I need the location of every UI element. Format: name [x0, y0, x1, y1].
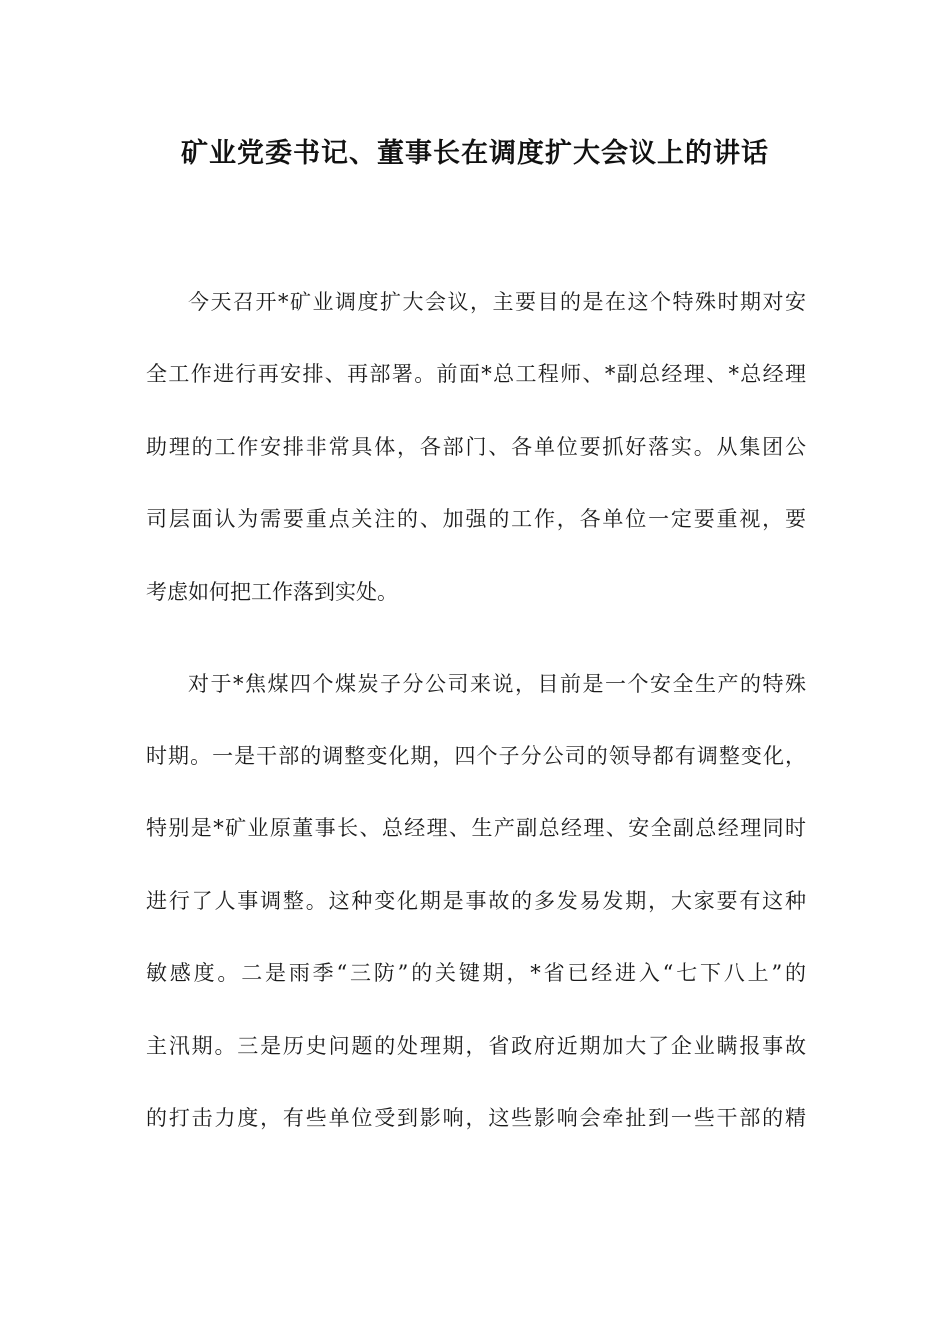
paragraph-2-line-3: 特别是*矿业原董事长、总经理、生产副总经理、安全副总经理同时 [146, 816, 806, 840]
paragraph-1-line-4: 司层面认为需要重点关注的、加强的工作，各单位一定要重视，要 [146, 507, 806, 531]
paragraph-2-line-5: 敏感度。二是雨季“三防”的关键期，*省已经进入“七下八上”的 [146, 961, 806, 985]
paragraph-1-line-5: 考虑如何把工作落到实处。 [146, 580, 398, 604]
paragraph-2-line-2: 时期。一是干部的调整变化期，四个子分公司的领导都有调整变化， [146, 744, 806, 768]
document-title: 矿业党委书记、董事长在调度扩大会议上的讲话 [181, 138, 769, 169]
paragraph-1-line-2: 全工作进行再安排、再部署。前面*总工程师、*副总经理、*总经理 [146, 362, 806, 386]
paragraph-2-line-1: 对于*焦煤四个煤炭子分公司来说，目前是一个安全生产的特殊 [188, 672, 806, 696]
paragraph-2-line-6: 主汛期。三是历史问题的处理期，省政府近期加大了企业瞒报事故 [146, 1034, 806, 1058]
paragraph-1-line-3: 助理的工作安排非常具体，各部门、各单位要抓好落实。从集团公 [146, 435, 806, 459]
paragraph-2-line-4: 进行了人事调整。这种变化期是事故的多发易发期，大家要有这种 [146, 889, 806, 913]
paragraph-1-line-1: 今天召开*矿业调度扩大会议，主要目的是在这个特殊时期对安 [188, 290, 806, 314]
paragraph-2-line-7: 的打击力度，有些单位受到影响，这些影响会牵扯到一些干部的精 [146, 1106, 806, 1130]
